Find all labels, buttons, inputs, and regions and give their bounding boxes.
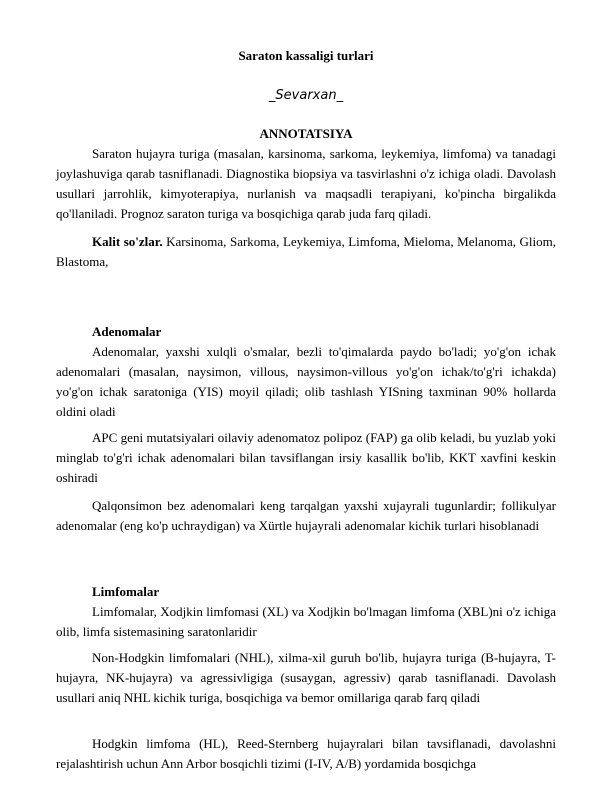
- document-title: Saraton kassaligi turlari: [238, 48, 374, 63]
- section-paragraph: Non-Hodgkin limfomalari (NHL), xilma-xil guruh bo'lib, hujayra turiga (B-hujayra, T-hujayra, NK-hujayra) va agressivligiga (susaygan, agressiv) qarab tasniflanadi. Davolash usullari aniq NHL kichik turiga, bosqichiga va bemor omillariga qarab farq qiladi: [56, 650, 556, 705]
- keywords-list: Karsinoma, Sarkoma, Leykemiya, Limfoma, Mieloma, Melanoma, Gliom, Blastoma,: [56, 234, 556, 269]
- section-paragraph: APC geni mutatsiyalari oilaviy adenomatoz polipoz (FAP) ga olib keladi, bu yuzlab yoki minglab to'g'ri ichak adenomalari bilan tavsiflangan irsiy kasallik bo'lib, KKT xavfini keskin oshiradi: [56, 430, 556, 485]
- section-heading-limfomalar: Limfomalar: [92, 584, 160, 599]
- author-name: _Sevarxan_: [268, 88, 344, 103]
- abstract-heading: ANNOTATSIYA: [259, 126, 353, 141]
- keywords-paragraph: [56, 232, 556, 272]
- section-paragraph: Qalqonsimon bez adenomalari keng tarqalgan yaxshi xujayrali tugunlardir; follikulyar adenomalar (eng ko'p uchraydigan) va Xürtle hujayrali adenomalar kichik turlari hisoblanadi: [56, 498, 556, 533]
- keywords-label: Kalit so'zlar.: [92, 234, 163, 249]
- section-heading-adenomalar: Adenomalar: [92, 324, 162, 339]
- abstract-text: Saraton hujayra turiga (masalan, karsinoma, sarkoma, leykemiya, limfoma) va tanadagi joylashuviga qarab tasniflanadi. Diagnostika biopsiya va tasvirlashni o'z ichiga oladi. Davolash usullari jarrohlik, kimyoterapiya, nurlanish va maqsadli terapiyani, ko'pincha birgalikda qo'llaniladi. Prognoz saraton turiga va bosqichiga qarab juda farq qiladi.: [56, 146, 556, 221]
- section-paragraph: Hodgkin limfoma (HL), Reed-Sternberg hujayralari bilan tavsiflanadi, davolashni rejalashtirish uchun Ann Arbor bosqichli tizimi (I-IV, A/B) yordamida bosqichga: [56, 736, 556, 771]
- section-paragraph: Adenomalar, yaxshi xulqli o'smalar, bezli to'qimalarda paydo bo'ladi; yo'g'on ichak adenomalari (masalan, naysimon, villous, naysimon-villous yo'g'on ichak/to'g'ri ichakda) yo'g'on ichak saratoniga (YIS) moyil qiladi; olib tashlash YISning taxminan 90% hollarda oldini oladi: [56, 344, 556, 419]
- section-paragraph: Limfomalar, Xodjkin limfomasi (XL) va Xodjkin bo'lmagan limfoma (XBL)ni o'z ichiga olib, limfa sistemasining saratonlaridir: [56, 604, 556, 639]
